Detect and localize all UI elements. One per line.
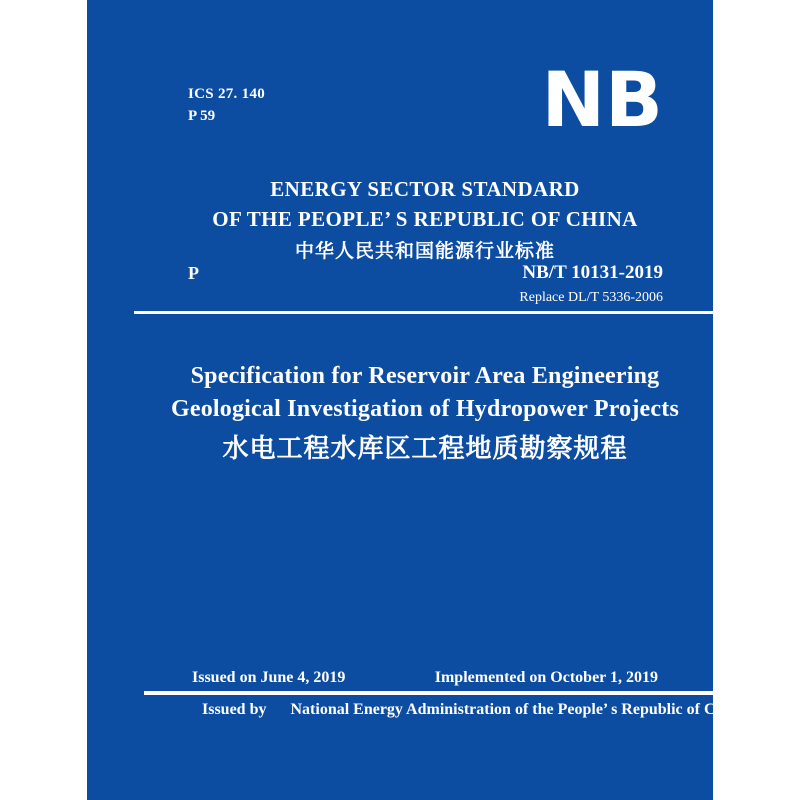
issuer-row [202, 701, 746, 719]
standard-number-block [519, 261, 663, 307]
title-block [137, 360, 713, 467]
issued-date: Issued on June 4, 2019 [192, 669, 346, 686]
replace-note: Replace DL/T 5336-2006 [519, 290, 663, 305]
doc-class-code: P 59 [188, 108, 216, 124]
title-en-line1: Specification for Reservoir Area Engineering [190, 363, 660, 389]
standard-number: NB/T 10131-2019 [522, 262, 663, 283]
header-divider-rule [134, 311, 713, 314]
ics-code: ICS 27. 140 [188, 86, 266, 102]
title-cn: 水电工程水库区工程地质勘察规程 [222, 434, 628, 463]
p-classification-mark: P [188, 263, 199, 283]
org-name-cn: 中华人民共和国能源行业标准 [294, 240, 555, 262]
org-name-en-line1: ENERGY SECTOR STANDARD [270, 177, 580, 201]
implemented-date: Implemented on October 1, 2019 [434, 669, 658, 686]
title-en-line2: Geological Investigation of Hydropower Projects [170, 396, 679, 422]
standard-org-block [137, 174, 713, 265]
nb-logo: NB [541, 55, 663, 144]
footer-divider-rule [144, 691, 713, 695]
issuer-name: National Energy Administration of the People’ s Republic of China [290, 701, 746, 718]
issuer-label: Issued by [202, 701, 267, 718]
org-name-en-line2: OF THE PEOPLE’ S REPUBLIC OF CHINA [212, 207, 638, 231]
standard-cover-page [87, 0, 746, 800]
